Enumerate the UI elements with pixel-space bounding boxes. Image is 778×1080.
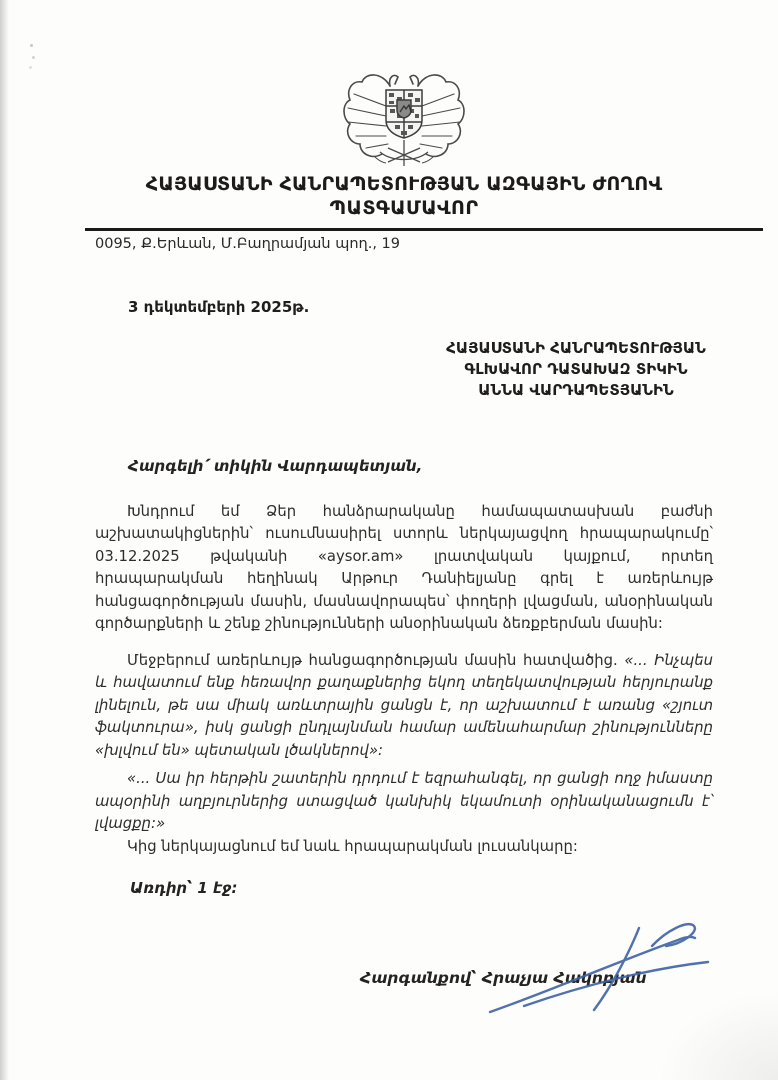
paragraph-2-quote: «... Ինչպես և հավատում ենք հեռավոր քաղաքներից եկող տեղեկատվության հերյուրանք լինելուն, թե սա միակ առևտրային ցանցն է, որ աշխատում է առանց «շյուտ ֆակտուրա», իսկ ցանցի ընդլայնման համար ամենահարմար շինությունները «խլվում են» պետական լծակներով»: [95,651,713,759]
recipient-line2: ԳԼԽԱՎՈՐ ԴԱՏԱԽԱԶ ՏԻԿԻՆ [464,359,688,378]
letterhead-address: 0095, Ք.Երևան, Մ.Բաղրամյան պող., 19 [95,235,400,252]
recipient-block [415,338,737,401]
body-paragraph-3-quote: «... Սա իր հերթին շատերին դրդում է եզրահանգել, որ ցանցի ողջ իմաստը ապօրինի աղբյուրներից ստացված կանխիկ եկամուտի օրինականացումն է՝ լվացքը:» [95,770,713,832]
armenia-coat-of-arms-icon [340,64,468,170]
org-name-line1: ՀԱՅԱՍՏԱՆԻ ՀԱՆՐԱՊԵՏՈՒԹՅԱՆ ԱԶԳԱՅԻՆ ԺՈՂՈՎ [145,173,663,195]
org-name-line2: ՊԱՏԳԱՄԱՎՈՐ [329,197,479,219]
recipient-line1: ՀԱՅԱՍՏԱՆԻ ՀԱՆՐԱՊԵՏՈՒԹՅԱՆ [446,338,706,357]
salutation: Հարգելի՛ տիկին Վարդապետյան, [128,456,423,475]
body-paragraph-2 [95,650,713,763]
letter-date: 3 դեկտեմբերի 2025թ. [128,297,310,316]
attachment-note: Առդիր՝ 1 էջ: [130,880,238,897]
closing-signature-line: Հարգանքով՝ Հրաչյա Հակոբյան [360,969,647,987]
body-paragraph-4: Կից ներկայացնում եմ նաև հրապարակման լուսանկարը: [127,837,578,855]
header-divider [85,228,763,231]
body-paragraph-1: Խնդրում եմ Ձեր հանձրարականը համապատասխան բաժնի աշխատակիցներին՝ ուսումնասիրել ստորև ներկայացվող հրապարակումը՝ 03.12.2025 թվականի «aysor.am» լրատվական կայքում, որտեղ հրապարակման հեղինակ Արթուր Դանիելյանը գրել է առերևույթ հանցագործության մասին, մասնավորապես՝ փողերի լվացման, անօրինական գործարքների և շենք շինությունների անօրինական ձեռքբերման մասին: [95,502,713,632]
recipient-line3: ԱՆՆԱ ՎԱՐԴԱՊԵՏՅԱՆԻՆ [478,380,674,399]
handwritten-signature [482,918,717,1018]
scan-artifact [30,44,33,47]
paragraph-2-intro: Մեջբերում առերևույթ հանցագործության մասին հատվածից. [127,651,625,669]
